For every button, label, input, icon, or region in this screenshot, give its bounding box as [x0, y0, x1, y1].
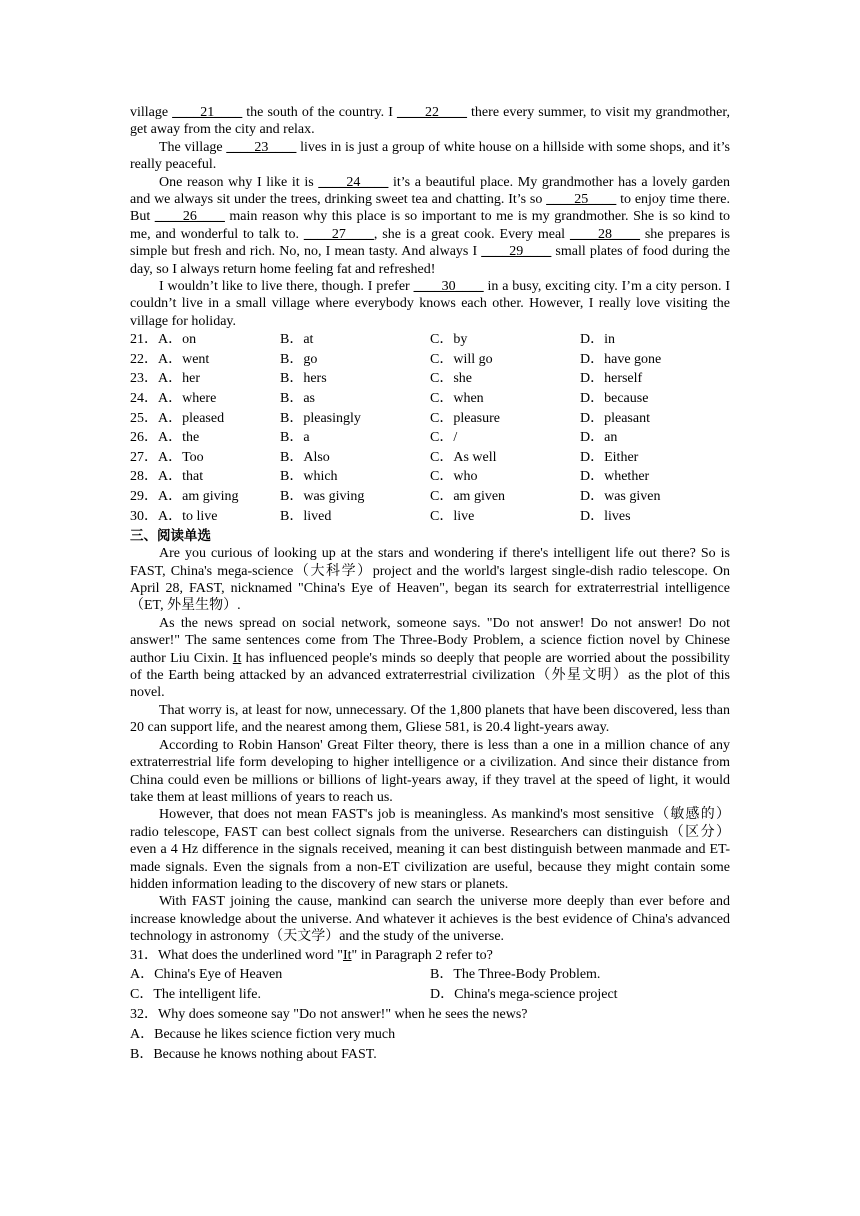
option-b[interactable]: B．Also [280, 449, 330, 465]
option-a[interactable]: A．China's Eye of Heaven [130, 967, 283, 983]
option-d[interactable]: D．lives [580, 508, 631, 524]
option-c[interactable]: C．As well [430, 449, 497, 465]
option-b[interactable]: B．a [280, 430, 310, 446]
option-b[interactable]: B．Because he knows nothing about FAST. [130, 1046, 377, 1062]
question-31-options-row-1 [130, 965, 730, 985]
text: it’s a beautiful place. My grandmother has a lovely garden and we always sit under the trees, drinking sweet tea and chatting. It’s so [130, 174, 730, 208]
text: main reason why this place is so important to me is my grandmother. She is so kind to me, and wonderful to talk to. [130, 209, 730, 242]
reading-paragraph-1: Are you curious of looking up at the stars and wondering if there's intelligent life out there? So is FAST, China's mega-science（大科学）project and the world's largest single-dish radio telescope. On April 28, FAST, nicknamed "China's Eye of Heaven", began its search for extraterrestrial intelligence（ET, 外星生物）. [130, 546, 730, 614]
question-32-stem: 32．Why does someone say "Do not answer!" when he sees the news? [130, 1006, 528, 1022]
text: 31．What does the underlined word " [130, 947, 343, 963]
text: has influenced people's minds so deeply that people are worried about the possibility of the Earth being attacked by an advanced extraterrestrial civilization（外星文明）as the plot of this novel. [130, 650, 730, 701]
option-c[interactable]: C．when [430, 391, 484, 407]
option-b[interactable]: B．pleasingly [280, 410, 361, 426]
option-d[interactable]: D．an [580, 430, 618, 446]
reading-paragraph-4: According to Robin Hanson' Great Filter theory, there is less than a one in a million chance of any extraterrestrial life form developing to higher intelligence or a civilization. And since their distance from China could even be millions or billions of light-years away, if they travel at the speed of light, it would take them at least millions of years to reach us. [130, 737, 730, 805]
option-c[interactable]: C．pleasure [430, 410, 500, 426]
option-row-21 [130, 330, 730, 350]
option-a[interactable]: 23．A．her [130, 371, 200, 387]
option-c[interactable]: C．by [430, 332, 468, 348]
option-a[interactable]: A．Because he likes science fiction very much [130, 1026, 396, 1042]
blank-28: ____28____ [569, 226, 640, 242]
text: I wouldn’t like to live there, though. I prefer [159, 279, 414, 295]
option-row-27 [130, 448, 730, 468]
text: The village [159, 139, 227, 155]
option-d[interactable]: D．because [580, 391, 649, 407]
exam-page [130, 104, 730, 1064]
text: " in Paragraph 2 refer to? [351, 947, 493, 963]
option-c[interactable]: C．/ [430, 430, 458, 446]
underlined-word: It [342, 947, 352, 963]
option-c[interactable]: C．live [430, 508, 475, 524]
option-row-28 [130, 467, 730, 487]
option-row-22 [130, 350, 730, 370]
blank-23: ____23____ [226, 139, 297, 155]
text: to enjoy time there. But [130, 192, 730, 225]
option-a[interactable]: 24．A．where [130, 391, 217, 407]
blank-24: ____24____ [318, 174, 389, 190]
option-b[interactable]: B．The Three-Body Problem. [430, 967, 601, 983]
text: , she is a great cook. Every meal [373, 226, 570, 242]
option-d[interactable]: D．Either [580, 449, 639, 465]
text: in a busy, exciting city. I’m a city person. I couldn’t live in a small village where everybody knows each other. However, I really love visiting the village for holiday. [130, 279, 730, 329]
text: lives in is just a group of white house on a hillside with some shops, and it’s really peaceful. [130, 139, 730, 173]
option-c[interactable]: C．am given [430, 489, 506, 505]
option-b[interactable]: B．hers [280, 371, 327, 387]
option-row-29 [130, 487, 730, 507]
reading-paragraph-5: However, that does not mean FAST's job is meaningless. As mankind's most sensitive（敏感的）radio telescope, FAST can best collect signals from the universe. Researchers can distinguish（区分）even a 4 Hz difference in the signals received, meaning it can best distinguish between manmade and ET-made signals. Even the signals from a non-ET civilization are useful, because they might contain some hidden information leading to the discovery of new stars or planets. [130, 807, 730, 892]
option-b[interactable]: B．was giving [280, 489, 365, 505]
question-31-stem [130, 946, 730, 966]
blank-27: ____27____ [303, 226, 374, 242]
cloze-options [130, 330, 730, 526]
option-d[interactable]: D．herself [580, 371, 643, 387]
option-a[interactable]: 30．A．to live [130, 508, 218, 524]
option-a[interactable]: 25．A．pleased [130, 410, 225, 426]
text: she prepares is simple but fresh and rich. No, no, I mean tasty. And always I [130, 226, 730, 260]
option-a[interactable]: 27．A．Too [130, 449, 204, 465]
option-b[interactable]: B．which [280, 469, 338, 485]
reading-paragraph-3: That worry is, at least for now, unnecessary. Of the 1,800 planets that have been discovered, less than 20 can support life, and the nearest among them, Gliese 581, is 20.4 light-years away. [130, 702, 730, 736]
blank-29: ____29____ [481, 244, 552, 260]
cloze-paragraph-2 [130, 139, 730, 174]
reading-paragraph-6: With FAST joining the cause, mankind can search the universe more deeply than ever before and increase knowledge about the universe. And whatever it achieves is the best evidence of China's advanced technology in astronomy（天文学）and the study of the universe. [130, 894, 730, 945]
option-a[interactable]: 26．A．the [130, 430, 200, 446]
option-d[interactable]: D．have gone [580, 351, 662, 367]
option-a[interactable]: 22．A．went [130, 351, 210, 367]
blank-21: ____21____ [172, 105, 243, 120]
cloze-paragraph-1 [130, 104, 730, 139]
option-d[interactable]: D．whether [580, 469, 650, 485]
option-c[interactable]: C．The intelligent life. [130, 987, 262, 1003]
option-d[interactable]: D．pleasant [580, 410, 650, 426]
text: the south of the country. I [242, 105, 397, 120]
option-b[interactable]: B．at [280, 332, 314, 348]
option-c[interactable]: C．she [430, 371, 472, 387]
option-row-23 [130, 369, 730, 389]
option-c[interactable]: C．will go [430, 351, 493, 367]
section-title: 三、阅读单选 [130, 528, 211, 545]
text: As the news spread on social network, someone says. "Do not answer! Do not answer! Do not answer!" The same sentences come from The Three-Body Problem, a science fiction novel by Chinese author Liu Cixin. [130, 615, 730, 666]
option-a[interactable]: 21．A．on [130, 332, 197, 348]
option-a[interactable]: 28．A．that [130, 469, 204, 485]
option-row-30 [130, 507, 730, 527]
blank-30: ____30____ [413, 279, 484, 295]
cloze-paragraph-3 [130, 174, 730, 278]
underlined-word: It [232, 650, 242, 666]
blank-25: ____25____ [546, 192, 617, 208]
option-c[interactable]: C．who [430, 469, 478, 485]
option-d[interactable]: D．in [580, 332, 615, 348]
text: village [130, 105, 173, 120]
option-a[interactable]: 29．A．am giving [130, 489, 239, 505]
option-b[interactable]: B．go [280, 351, 318, 367]
option-row-24 [130, 389, 730, 409]
option-b[interactable]: B．as [280, 391, 315, 407]
option-row-25 [130, 409, 730, 429]
text: small plates of food during the day, so I always return home feeling fat and refreshed! [130, 244, 731, 277]
question-31-options-row-2 [130, 985, 730, 1005]
blank-26: ____26____ [154, 209, 225, 225]
option-b[interactable]: B．lived [280, 508, 332, 524]
option-d[interactable]: D．China's mega-science project [430, 987, 618, 1003]
text: One reason why I like it is [159, 174, 319, 190]
text: there every summer, to visit my grandmother, get away from the city and relax. [130, 105, 730, 138]
option-row-26 [130, 428, 730, 448]
reading-paragraph-2 [130, 615, 730, 702]
cloze-paragraph-4 [130, 278, 730, 330]
blank-22: ____22____ [396, 105, 467, 120]
option-d[interactable]: D．was given [580, 489, 661, 505]
